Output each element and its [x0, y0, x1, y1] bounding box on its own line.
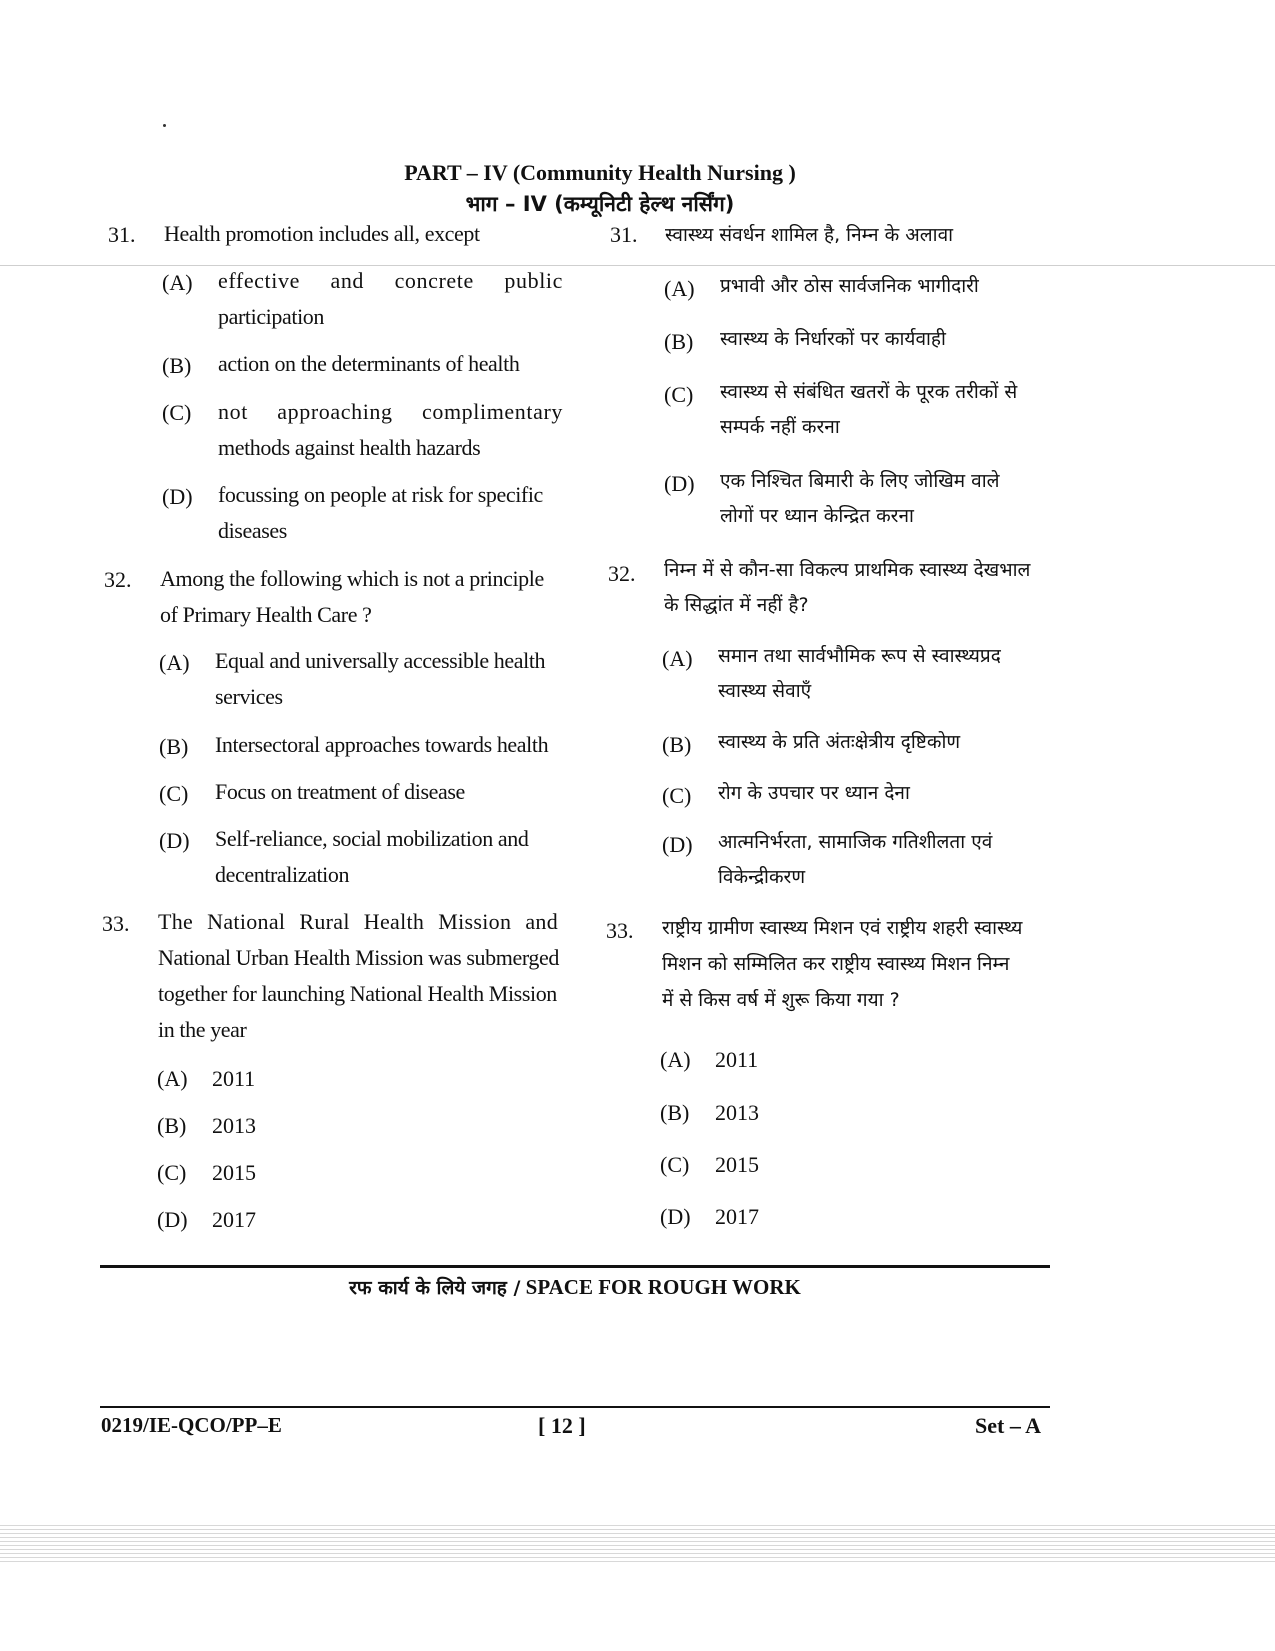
q32-option-a-line2-en: services: [215, 684, 283, 709]
part-title-english: PART – IV (Community Health Nursing ): [404, 160, 796, 185]
q32-option-c-text-en: Focus on treatment of disease: [215, 779, 465, 804]
rough-work-label-english: SPACE FOR ROUGH WORK: [525, 1275, 801, 1299]
q31-option-d-letter-en: (D): [162, 484, 193, 509]
question-31-text-en: Health promotion includes all, except: [164, 221, 480, 246]
question-31-text-hi: स्वास्थ्य संवर्धन शामिल है, निम्न के अलावा: [665, 224, 954, 246]
q33-option-b-year-en: 2013: [212, 1113, 256, 1138]
q32-option-d-line2-en: decentralization: [215, 862, 350, 887]
q32-option-c-letter-en: (C): [159, 781, 189, 806]
question-32-line1-hi: निम्न में से कौन-सा विकल्प प्राथमिक स्वास्थ्य देखभाल: [664, 559, 1031, 581]
q32-option-c-letter-hi: (C): [662, 783, 692, 808]
scan-faint-rule: [0, 265, 1275, 266]
q33-option-b-year-hi: 2013: [715, 1100, 759, 1125]
q32-option-a-letter-en: (A): [159, 650, 190, 675]
q31-option-a-letter-en: (A): [162, 270, 193, 295]
q32-option-d-letter-en: (D): [159, 828, 190, 853]
q31-option-a-text-hi: प्रभावी और ठोस सार्वजनिक भागीदारी: [720, 275, 979, 297]
question-32-line2-en: of Primary Health Care ?: [160, 602, 372, 627]
question-31-number-hi: 31.: [610, 222, 638, 247]
q33-option-c-year-en: 2015: [212, 1160, 256, 1185]
q33-option-a-letter-hi: (A): [660, 1047, 691, 1072]
footer-divider: [100, 1406, 1050, 1408]
q31-option-c-letter-hi: (C): [664, 382, 694, 407]
q33-option-d-letter-en: (D): [157, 1207, 188, 1232]
q31-option-a-line2-en: participation: [218, 304, 324, 329]
q33-option-c-letter-hi: (C): [660, 1152, 690, 1177]
q32-option-d-line1-hi: आत्मनिर्भरता, सामाजिक गतिशीलता एवं: [718, 831, 993, 853]
q33-option-d-letter-hi: (D): [660, 1204, 691, 1229]
q32-option-a-letter-hi: (A): [662, 646, 693, 671]
q31-option-c-line1-en: not approaching complimentary: [218, 399, 563, 424]
q31-option-b-text-en: action on the determinants of health: [218, 351, 520, 376]
rough-work-divider: [100, 1265, 1050, 1268]
question-31-number-en: 31.: [108, 222, 136, 247]
question-33-line3-hi: में से किस वर्ष में शुरू किया गया ?: [662, 989, 900, 1011]
question-33-line2-hi: मिशन को सम्मिलित कर राष्ट्रीय स्वास्थ्य मिशन निम्न: [662, 953, 1010, 975]
question-33-line3-en: together for launching National Health Mission: [158, 981, 557, 1006]
set-label: Set – A: [975, 1413, 1041, 1438]
q33-option-b-letter-en: (B): [157, 1113, 187, 1138]
q31-option-b-text-hi: स्वास्थ्य के निर्धारकों पर कार्यवाही: [720, 328, 946, 350]
q33-option-a-letter-en: (A): [157, 1066, 188, 1091]
q31-option-d-line1-hi: एक निश्चित बिमारी के लिए जोखिम वाले: [720, 470, 1000, 492]
scan-artifact-lines: [0, 1525, 1275, 1565]
scan-speck: [163, 124, 166, 127]
question-33-line1-hi: राष्ट्रीय ग्रामीण स्वास्थ्य मिशन एवं राष्ट्रीय शहरी स्वास्थ्य: [662, 917, 1023, 939]
q31-option-b-letter-hi: (B): [664, 329, 694, 354]
q33-option-a-year-en: 2011: [212, 1066, 256, 1091]
q31-option-c-line2-en: methods against health hazards: [218, 435, 481, 460]
q32-option-d-line1-en: Self-reliance, social mobilization and: [215, 826, 529, 851]
question-32-number-en: 32.: [104, 567, 132, 592]
q33-option-a-year-hi: 2011: [715, 1047, 759, 1072]
question-33-line1-en: The National Rural Health Mission and: [158, 909, 558, 934]
q32-option-b-text-en: Intersectoral approaches towards health: [215, 732, 549, 757]
q31-option-c-line1-hi: स्वास्थ्य से संबंधित खतरों के पूरक तरीकों से: [720, 381, 1018, 403]
q33-option-d-year-en: 2017: [212, 1207, 256, 1232]
question-32-line1-en: Among the following which is not a principle: [160, 566, 544, 591]
q31-option-d-line2-en: diseases: [218, 518, 287, 543]
q31-option-b-letter-en: (B): [162, 353, 192, 378]
part-title-hindi: भाग – IV (कम्यूनिटी हेल्थ नर्सिंग): [465, 192, 735, 216]
question-33-line2-en: National Urban Health Mission was submerged: [158, 945, 559, 970]
q32-option-d-letter-hi: (D): [662, 832, 693, 857]
q31-option-a-letter-hi: (A): [664, 276, 695, 301]
q31-option-d-letter-hi: (D): [664, 471, 695, 496]
question-33-line4-en: in the year: [158, 1017, 247, 1042]
rough-work-label: [0, 1270, 1150, 1306]
question-33-number-en: 33.: [102, 911, 130, 936]
q32-option-a-line1-hi: समान तथा सार्वभौमिक रूप से स्वास्थ्यप्रद: [718, 645, 1001, 667]
question-33-number-hi: 33.: [606, 918, 634, 943]
page-number: [ 12 ]: [538, 1413, 586, 1438]
q32-option-c-text-hi: रोग के उपचार पर ध्यान देना: [718, 782, 910, 804]
q32-option-b-letter-hi: (B): [662, 732, 692, 757]
q32-option-b-text-hi: स्वास्थ्य के प्रति अंतःक्षेत्रीय दृष्टिकोण: [718, 731, 961, 753]
rough-work-label-hindi: रफ कार्य के लिये जगह /: [349, 1277, 521, 1299]
q31-option-a-line1-en: effective and concrete public: [218, 268, 563, 293]
question-32-number-hi: 32.: [608, 561, 636, 586]
q33-option-d-year-hi: 2017: [715, 1204, 759, 1229]
q32-option-a-line1-en: Equal and universally accessible health: [215, 648, 546, 673]
q32-option-b-letter-en: (B): [159, 734, 189, 759]
q33-option-b-letter-hi: (B): [660, 1100, 690, 1125]
q32-option-a-line2-hi: स्वास्थ्य सेवाएँ: [718, 680, 812, 702]
q31-option-c-letter-en: (C): [162, 400, 192, 425]
q31-option-d-line1-en: focussing on people at risk for specific: [218, 482, 543, 507]
q31-option-d-line2-hi: लोगों पर ध्यान केन्द्रित करना: [720, 505, 914, 527]
q31-option-c-line2-hi: सम्पर्क नहीं करना: [720, 416, 840, 438]
question-32-line2-hi: के सिद्धांत में नहीं है?: [664, 594, 809, 616]
q33-option-c-year-hi: 2015: [715, 1152, 759, 1177]
paper-code: 0219/IE-QCO/PP–E: [101, 1413, 282, 1437]
q32-option-d-line2-hi: विकेन्द्रीकरण: [718, 866, 806, 888]
q33-option-c-letter-en: (C): [157, 1160, 187, 1185]
